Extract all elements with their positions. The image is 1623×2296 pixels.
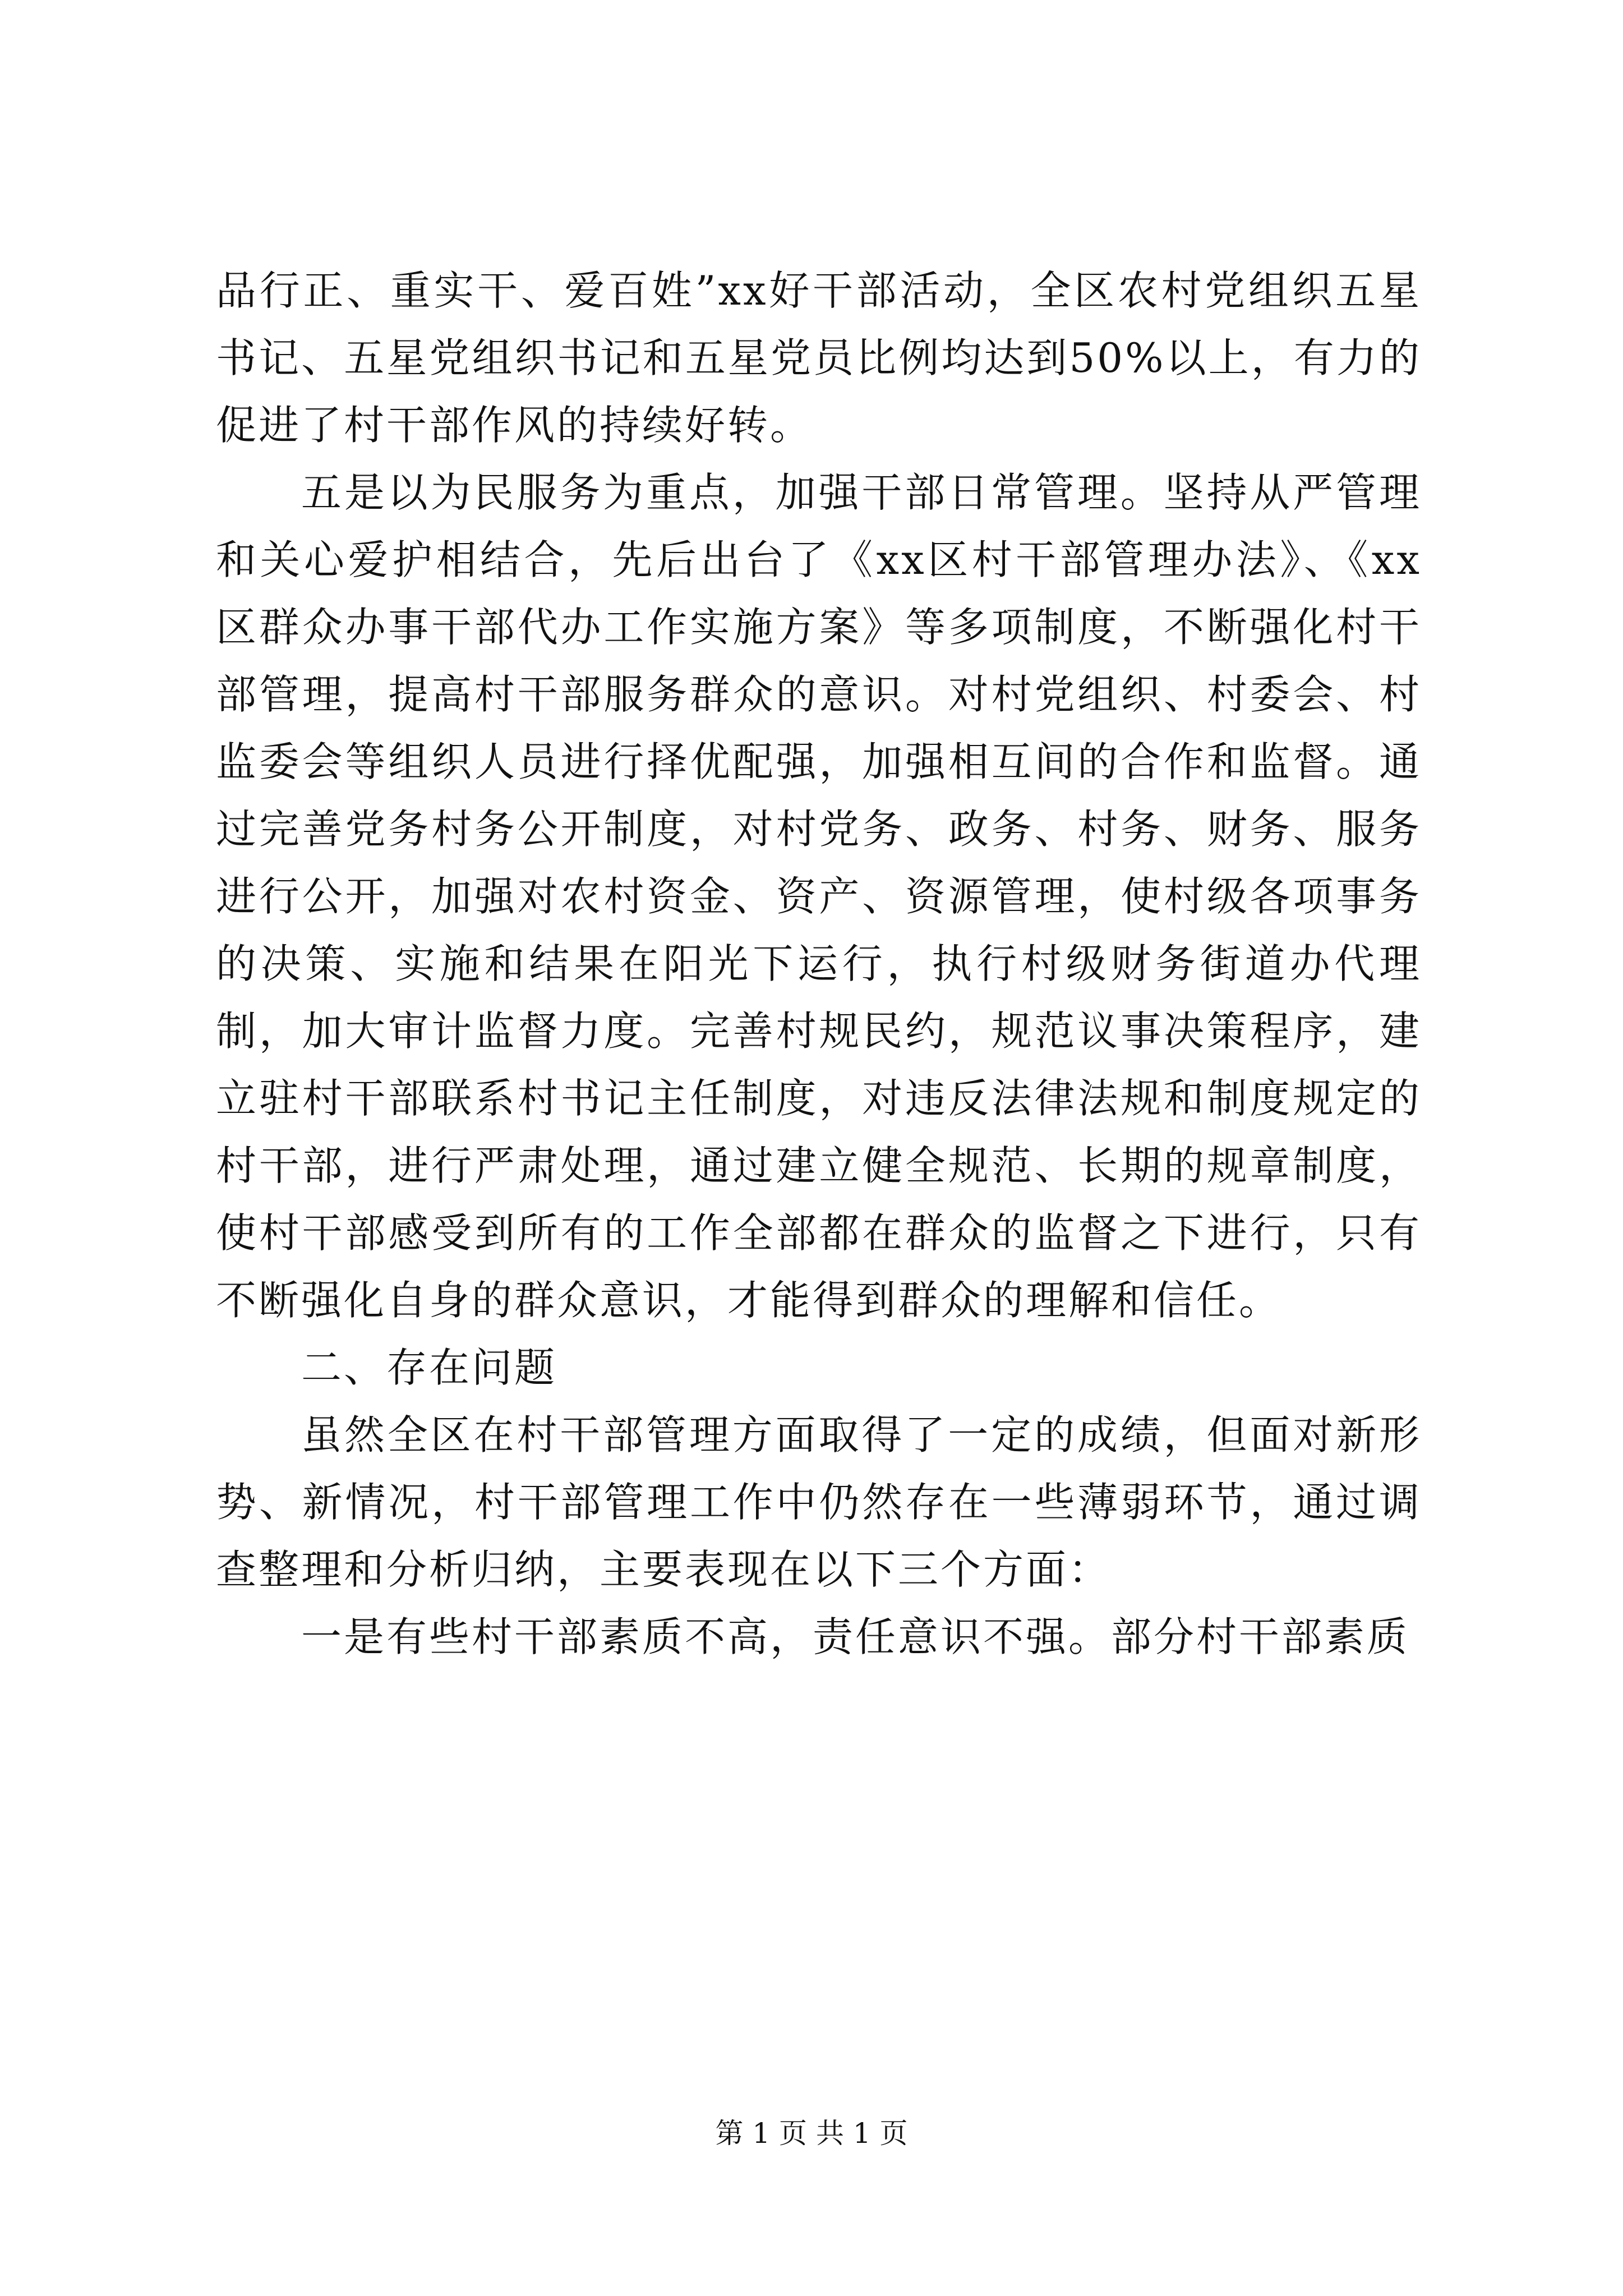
paragraph-continuation: 品行正、重实干、爱百姓”xx好干部活动，全区农村党组织五星书记、五星党组织书记和五星党员比例均达到50%以上，有力的促进了村干部作风的持续好转。 (216, 267, 1422, 449)
paragraph-problem-one: 一是有些村干部素质不高，责任意识不强。部分村干部素质 (301, 1613, 1410, 1660)
paragraph-problems-intro: 虽然全区在村干部管理方面取得了一定的成绩，但面对新形势、新情况，村干部管理工作中仍然存在一些薄弱环节，通过调查整理和分析归纳，主要表现在以下三个方面： (216, 1411, 1422, 1593)
page-footer: 第 1 页 共 1 页 (715, 2117, 908, 2150)
document-body (216, 257, 1422, 1671)
section-heading: 二、存在问题 (301, 1344, 557, 1391)
paragraph-management: 五是以为民服务为重点，加强干部日常管理。坚持从严管理和关心爱护相结合，先后出台了《xx区村干部管理办法》、《xx区群众办事干部代办工作实施方案》等多项制度，不断强化村干部管理，提高村干部服务群众的意识。对村党组织、村委会、村监委会等组织人员进行择优配强，加强相互间的合作和监督。通过完善党务村务公开制度，对村党务、政务、村务、财务、服务进行公开，加强对农村资金、资产、资源管理，使村级各项事务的决策、实施和结果在阳光下运行，执行村级财务街道办代理制，加大审计监督力度。完善村规民约，规范议事决策程序，建立驻村干部联系村书记主任制度，对违反法律法规和制度规定的村干部，进行严肃处理，通过建立健全规范、长期的规章制度，使村干部感受到所有的工作全部都在群众的监督之下进行，只有不断强化自身的群众意识，才能得到群众的理解和信任。 (216, 469, 1422, 1324)
